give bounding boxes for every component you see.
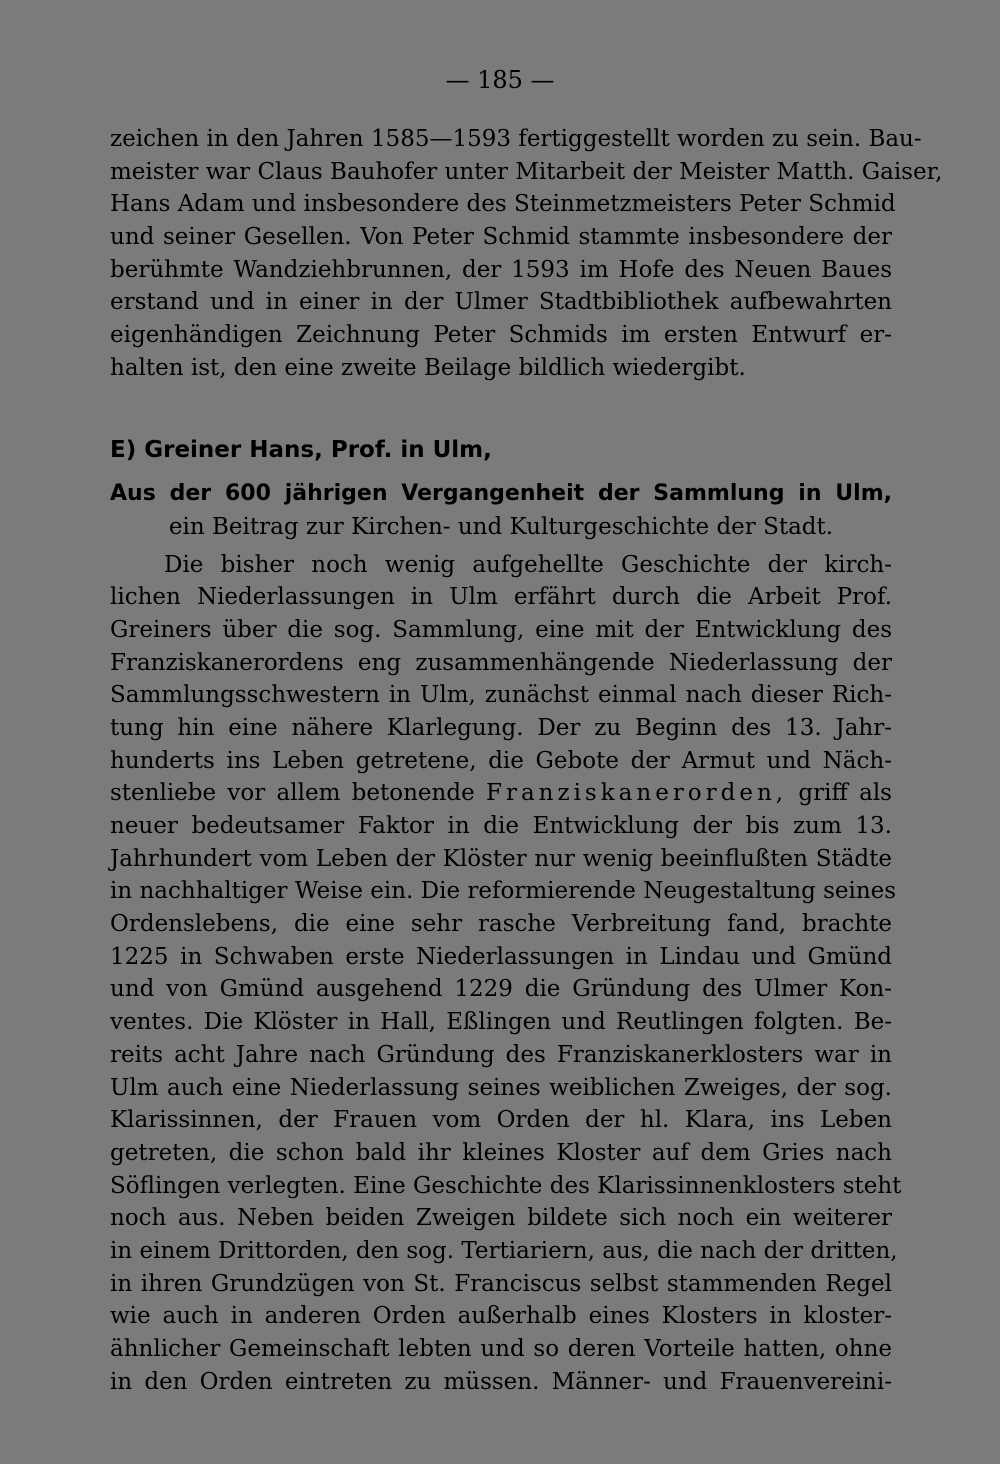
text-line: neuer bedeutsamer Faktor in die Entwicklung der bis zum 13. (110, 813, 892, 839)
text-line: ähnlicher Gemeinschaft lebten und so deren Vorteile hatten, ohne (110, 1336, 892, 1362)
text-line: lichen Niederlassungen in Ulm erfährt durch die Arbeit Prof. (110, 584, 892, 611)
text-line: Söflingen verlegten. Eine Geschichte des Klarissinnenklosters steht (110, 1172, 902, 1199)
text-line: erstand und in einer in der Ulmer Stadtbibliothek aufbewahrten (110, 289, 892, 316)
page-content (110, 123, 943, 1398)
text-segment: griff als (798, 780, 892, 807)
text-line: Ulm auch eine Niederlassung seines weiblichen Zweiges, der sog. (110, 1074, 892, 1101)
text-line: Jahrhundert vom Leben der Klöster nur wenig beeinflußten Städte (110, 845, 892, 872)
text-line: zeichen in den Jahren 1585—1593 fertiggestellt worden zu sein. Bau- (110, 126, 922, 152)
text-segment: stenliebe vor allem betonende (110, 780, 475, 807)
text-line: Hans Adam und insbesondere des Steinmetzmeisters Peter Schmid (110, 191, 896, 218)
page-number: — 185 — (445, 66, 555, 94)
text-line: tung hin eine nähere Klarlegung. Der zu Beginn des 13. Jahr- (110, 714, 892, 741)
text-line: und von Gmünd ausgehend 1229 die Gründung des Ulmer Kon- (110, 976, 892, 1003)
text-line: eigenhändigen Zeichnung Peter Schmids im ersten Entwurf er- (110, 322, 892, 349)
text-line: in nachhaltiger Weise ein. Die reformierende Neugestaltung seines (110, 878, 897, 905)
text-line: berühmte Wandziehbrunnen, der 1593 im Hofe des Neuen Baues (110, 256, 892, 283)
text-line: halten ist, den eine zweite Beilage bildlich wiedergibt. (110, 354, 746, 381)
text-line: Franziskanerordens eng zusammenhängende Niederlassung der (110, 649, 892, 676)
text-line: Klarissinnen, der Frauen vom Orden der hl. Klara, ins Leben (110, 1107, 892, 1134)
section-subtitle: ein Beitrag zur Kirchen- und Kulturgeschichte der Stadt. (168, 513, 834, 540)
text-line: hunderts ins Leben getretene, die Gebote der Armut und Näch- (110, 747, 892, 774)
text-line: in einem Drittorden, den sog. Tertiariern, aus, die nach der dritten, (110, 1237, 898, 1264)
text-line: Greiners über die sog. Sammlung, eine mit der Entwicklung des (110, 616, 892, 643)
section-spacer (110, 385, 892, 433)
text-line: getreten, die schon bald ihr kleines Kloster auf dem Gries nach (110, 1139, 892, 1166)
spaced-emphasis: Franziskanerorden, (485, 780, 788, 807)
paragraph-continuation (110, 123, 943, 385)
text-line: in ihren Grundzügen von St. Franciscus selbst stammenden Regel (110, 1270, 892, 1297)
text-line: in den Orden eintreten zu müssen. Männer- und Frauenvereini- (110, 1368, 892, 1395)
text-line: ventes. Die Klöster in Hall, Eßlingen und Reutlingen folgten. Be- (110, 1009, 892, 1036)
section-title: Aus der 600 jährigen Vergangenheit der Sammlung in Ulm, (110, 480, 892, 506)
text-line: Ordenslebens, die eine sehr rasche Verbreitung fand, brachte (110, 911, 892, 938)
section-body (110, 549, 902, 1399)
text-line: 1225 in Schwaben erste Niederlassungen in Lindau und Gmünd (110, 943, 892, 970)
text-line: noch aus. Neben beiden Zweigen bildete sich noch ein weiterer (110, 1205, 892, 1232)
text-line: wie auch in anderen Orden außerhalb eines Klosters in kloster- (110, 1303, 892, 1330)
section-heading (110, 433, 892, 543)
text-line: Die bisher noch wenig aufgehellte Geschichte der kirch- (164, 551, 892, 578)
text-line: und seiner Gesellen. Von Peter Schmid stammte insbesondere der (110, 224, 892, 251)
text-line: meister war Claus Bauhofer unter Mitarbeit der Meister Matth. Gaiser, (110, 158, 943, 185)
text-line: reits acht Jahre nach Gründung des Franziskanerklosters war in (110, 1041, 892, 1068)
text-line (110, 777, 892, 810)
section-author: E) Greiner Hans, Prof. in Ulm, (110, 436, 492, 463)
text-line: Sammlungsschwestern in Ulm, zunächst einmal nach dieser Rich- (110, 682, 892, 709)
